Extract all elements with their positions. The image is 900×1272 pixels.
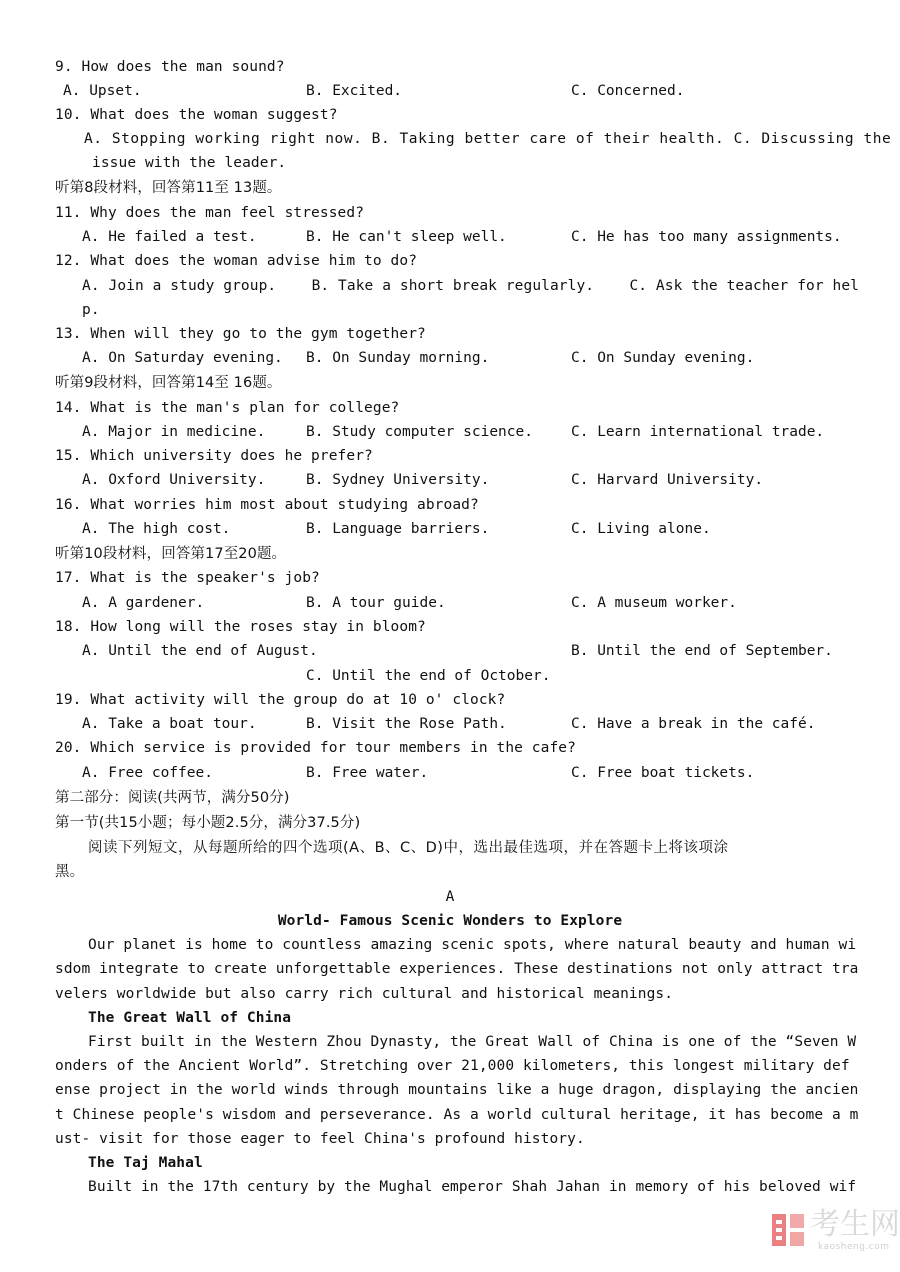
great-wall-line-5: ust- visit for those eager to feel China's profound history. — [55, 1131, 585, 1147]
q20-option-b: B. Free water. — [306, 765, 429, 781]
question-10: 10. What does the woman suggest? — [55, 107, 338, 123]
question-13: 13. When will they go to the gym together? — [55, 326, 426, 342]
watermark — [770, 1207, 900, 1258]
q19-option-a: A. Take a boat tour. — [82, 716, 257, 732]
kaosheng-logo-icon — [770, 1212, 806, 1248]
q9-option-b: B. Excited. — [306, 83, 403, 99]
question-20: 20. Which service is provided for tour members in the cafe? — [55, 740, 576, 756]
q16-option-c: C. Living alone. — [571, 521, 711, 537]
question-16: 16. What worries him most about studying abroad? — [55, 497, 479, 513]
q12-options-line1: A. Join a study group. B. Take a short break regularly. C. Ask the teacher for hel — [82, 278, 860, 294]
q19-option-b: B. Visit the Rose Path. — [306, 716, 507, 732]
q9-option-c: C. Concerned. — [571, 83, 685, 99]
intro-line-1: Our planet is home to countless amazing scenic spots, where natural beauty and human wi — [88, 937, 857, 953]
section-9-heading: 听第9段材料，回答第14至 16题。 — [55, 375, 282, 391]
q11-option-a: A. He failed a test. — [82, 229, 257, 245]
passage-letter: A — [445, 889, 455, 905]
q10-options-line1: A. Stopping working right now. B. Taking better care of their health. C. Discussing the — [84, 131, 892, 147]
watermark-url: kaosheng.com — [818, 1242, 890, 1252]
question-12: 12. What does the woman advise him to do? — [55, 253, 418, 269]
q20-option-a: A. Free coffee. — [82, 765, 213, 781]
q17-option-b: B. A tour guide. — [306, 595, 446, 611]
question-18: 18. How long will the roses stay in bloom? — [55, 619, 426, 635]
q15-option-b: B. Sydney University. — [306, 472, 490, 488]
question-17: 17. What is the speaker's job? — [55, 570, 320, 586]
q15-option-a: A. Oxford University. — [82, 472, 266, 488]
intro-line-3: velers worldwide but also carry rich cultural and historical meanings. — [55, 986, 674, 1002]
q12-options-line2: p. — [82, 302, 100, 318]
q14-option-c: C. Learn international trade. — [571, 424, 825, 440]
section-1-heading: 第一节(共15小题；每小题2.5分，满分37.5分) — [55, 815, 361, 831]
question-19: 19. What activity will the group do at 10 o' clock? — [55, 692, 506, 708]
taj-mahal-heading: The Taj Mahal — [88, 1155, 203, 1171]
question-11: 11. Why does the man feel stressed? — [55, 205, 365, 221]
great-wall-line-2: onders of the Ancient World”. Stretching over 21,000 kilometers, this longest military def — [55, 1058, 850, 1074]
q20-option-c: C. Free boat tickets. — [571, 765, 755, 781]
q17-option-a: A. A gardener. — [82, 595, 205, 611]
part-2-heading: 第二部分：阅读(共两节，满分50分) — [55, 790, 290, 806]
great-wall-heading: The Great Wall of China — [88, 1010, 292, 1026]
taj-mahal-line-1: Built in the 17th century by the Mughal emperor Shah Jahan in memory of his beloved wif — [88, 1179, 857, 1195]
q15-option-c: C. Harvard University. — [571, 472, 764, 488]
q19-option-c: C. Have a break in the café. — [571, 716, 816, 732]
passage-title: World- Famous Scenic Wonders to Explore — [277, 913, 623, 929]
q17-option-c: C. A museum worker. — [571, 595, 737, 611]
great-wall-line-4: t Chinese people's wisdom and perseverance. As a world cultural heritage, it has become a m — [55, 1107, 859, 1123]
instructions-line2: 黑。 — [55, 864, 85, 880]
q18-option-a: A. Until the end of August. — [82, 643, 318, 659]
q18-option-c: C. Until the end of October. — [306, 668, 551, 684]
great-wall-line-1: First built in the Western Zhou Dynasty, the Great Wall of China is one of the “Seven W — [88, 1034, 857, 1050]
section-10-heading: 听第10段材料，回答第17至20题。 — [55, 546, 287, 562]
question-14: 14. What is the man's plan for college? — [55, 400, 400, 416]
q10-options-line2: issue with the leader. — [92, 155, 287, 171]
q16-option-a: A. The high cost. — [82, 521, 231, 537]
section-8-heading: 听第8段材料，回答第11至 13题。 — [55, 180, 282, 196]
q9-option-a: A. Upset. — [63, 83, 142, 99]
q11-option-c: C. He has too many assignments. — [571, 229, 842, 245]
q14-option-a: A. Major in medicine. — [82, 424, 266, 440]
question-9: 9. How does the man sound? — [55, 59, 285, 75]
q13-option-a: A. On Saturday evening. — [82, 350, 283, 366]
q13-option-b: B. On Sunday morning. — [306, 350, 490, 366]
q14-option-b: B. Study computer science. — [306, 424, 533, 440]
instructions-line1: 阅读下列短文，从每题所给的四个选项(A、B、C、D)中，选出最佳选项，并在答题卡上将该项涂 — [88, 840, 729, 856]
great-wall-line-3: ense project in the world winds through mountains like a huge dragon, displaying the ancien — [55, 1082, 859, 1098]
intro-line-2: sdom integrate to create unforgettable experiences. These destinations not only attract tra — [55, 961, 859, 977]
watermark-text: 考生网 — [810, 1207, 900, 1242]
q18-option-b: B. Until the end of September. — [571, 643, 833, 659]
question-15: 15. Which university does he prefer? — [55, 448, 373, 464]
q13-option-c: C. On Sunday evening. — [571, 350, 755, 366]
q11-option-b: B. He can't sleep well. — [306, 229, 507, 245]
q16-option-b: B. Language barriers. — [306, 521, 490, 537]
